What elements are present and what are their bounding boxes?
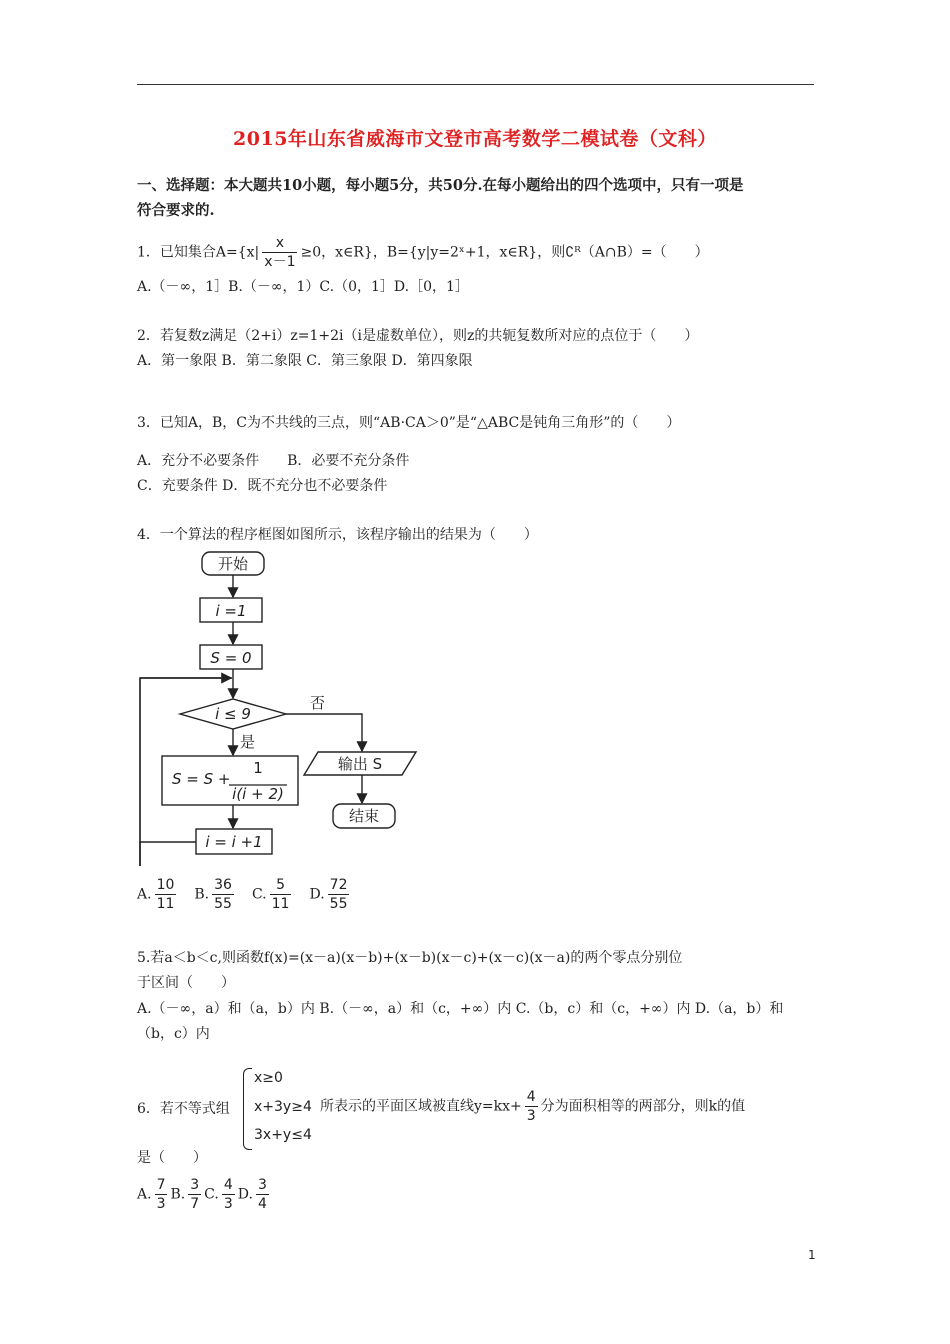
- q6-system-brace: [243, 1068, 252, 1150]
- q4-opt-c-label: C.: [251, 886, 267, 903]
- flow-init-i-label: i =1: [215, 602, 247, 620]
- q3-opt-b: B．必要不充分条件: [287, 453, 410, 469]
- q4-opt-d-label: D.: [309, 886, 325, 903]
- flow-update-i-label: i = i +1: [205, 833, 263, 851]
- question-5: 5.若a＜b＜c,则函数f(x)=(x－a)(x－b)+(x－b)(x－c)+(x－c)(x－a)的两个零点分别位: [137, 950, 683, 966]
- q4-opt-c-frac: [270, 876, 292, 913]
- page-title: 2015年山东省威海市文登市高考数学二模试卷（文科）: [233, 128, 717, 150]
- flow-no-label: 否: [310, 694, 326, 712]
- q6-fraction: [525, 1088, 538, 1125]
- q6-opt-d-label: D.: [237, 1186, 253, 1203]
- q6-opt-c-label: C.: [204, 1186, 219, 1203]
- q6-opt-a-num: 7: [156, 1177, 166, 1193]
- q2-options: A．第一象限 B．第二象限 C．第三象限 D．第四象限: [137, 353, 473, 369]
- q4-opt-d-den: 55: [329, 896, 348, 912]
- q6-opt-a-den: 3: [156, 1196, 166, 1212]
- question-3: 3．已知A，B，C为不共线的三点，则“AB·CA＞0”是“△ABC是钝角三角形”的（ ）: [137, 415, 681, 431]
- q6-opt-d-num: 3: [257, 1177, 267, 1193]
- question-6: [320, 1088, 745, 1132]
- q4-options: [137, 876, 352, 920]
- flow-update-s-left: S = S +: [172, 770, 231, 788]
- q4-opt-d-num: 72: [329, 877, 348, 893]
- q4-opt-b-label: B.: [194, 886, 210, 903]
- q1-fraction: [262, 234, 297, 271]
- q6-post: 分为面积相等的两部分，则k的值: [540, 1098, 746, 1115]
- section-heading-cont: 符合要求的.: [137, 202, 215, 219]
- q1-pre: 1．已知集合A={x|: [137, 244, 260, 261]
- q4-opt-b-den: 55: [214, 896, 232, 912]
- flow-update-s-den: i(i + 2): [232, 785, 284, 803]
- q6-options: [137, 1176, 272, 1220]
- flow-output-label: 输出 S: [337, 755, 383, 773]
- q4-opt-a-frac: [155, 876, 177, 913]
- q6-sys-2: x+3y≥4: [254, 1099, 312, 1115]
- q6-opt-d-frac: [256, 1176, 269, 1213]
- flow-condition-label: i ≤ 9: [215, 705, 251, 723]
- q6-opt-b-label: B.: [170, 1186, 186, 1203]
- flow-start-label: 开始: [217, 555, 249, 573]
- q4-opt-c-num: 5: [270, 876, 292, 895]
- q3-options-ab: [137, 451, 409, 471]
- page-number: 1: [808, 1248, 816, 1262]
- q4-opt-b-num: 36: [214, 877, 232, 893]
- q6-opt-b-frac: [188, 1176, 201, 1213]
- flow-end-label: 结束: [348, 807, 380, 825]
- question-1: [137, 234, 709, 271]
- q6-mid: 所表示的平面区域被直线y=kx+: [320, 1098, 522, 1115]
- q6-sys-1: x≥0: [254, 1070, 283, 1086]
- flow-yes-label: 是: [240, 733, 256, 751]
- q6-frac-den: 3: [526, 1108, 536, 1124]
- q6-opt-c-frac: [222, 1176, 235, 1213]
- q5-options: A.（－∞，a）和（a，b）内 B.（－∞，a）和（c，+∞）内 C.（b，c）和（c，+∞）内 D.（a，b）和: [137, 1001, 784, 1017]
- q4-opt-c-den: 11: [271, 896, 290, 912]
- q3-options-cd: C．充要条件 D．既不充分也不必要条件: [137, 478, 388, 494]
- q6-opt-d-den: 4: [257, 1196, 267, 1212]
- q6-sys-3: 3x+y≤4: [254, 1127, 312, 1143]
- q1-options: A.（－∞，1］B.（－∞，1）C.（0，1］D.［0，1］: [137, 279, 469, 295]
- question-5-cont: 于区间（ ）: [137, 975, 235, 991]
- q4-opt-d-frac: [328, 876, 350, 913]
- q1-mid: ≥0，x∈R}，B={y|y=2ˣ+1，x∈R}，则∁ᴿ（A∩B）=（ ）: [300, 244, 709, 261]
- question-6-cont: 是（ ）: [137, 1150, 207, 1166]
- q4-opt-a-den: 11: [156, 896, 175, 912]
- q6-opt-b-num: 3: [190, 1177, 200, 1193]
- section-heading: 一、选择题：本大题共10小题，每小题5分，共50分.在每小题给出的四个选项中，只有一项是: [137, 177, 744, 194]
- q6-opt-a-label: A.: [137, 1186, 152, 1203]
- q1-frac-den: x－1: [264, 254, 296, 270]
- question-4: 4．一个算法的程序框图如图所示，该程序输出的结果为（ ）: [137, 527, 538, 543]
- q4-opt-a-label: A.: [137, 886, 152, 903]
- flow-update-s-num: 1: [253, 759, 263, 777]
- flowchart: [130, 545, 430, 880]
- question-6-pre: 6．若不等式组: [137, 1101, 230, 1117]
- q6-opt-a-frac: [155, 1176, 168, 1213]
- header-rule: [137, 84, 814, 85]
- q6-frac-num: 4: [526, 1089, 536, 1105]
- q4-opt-a-num: 10: [156, 877, 175, 893]
- q6-opt-c-den: 3: [223, 1196, 233, 1212]
- q4-opt-b-frac: [212, 876, 234, 913]
- flow-init-s-label: S = 0: [210, 649, 252, 667]
- q1-frac-num: x: [262, 234, 297, 253]
- q3-opt-a: A．充分不必要条件: [137, 453, 260, 469]
- q6-opt-b-den: 7: [190, 1196, 200, 1212]
- q5-options-cont: （b，c）内: [137, 1026, 210, 1042]
- question-2: 2．若复数z满足（2+i）z=1+2i（i是虚数单位），则z的共轭复数所对应的点位于（ ）: [137, 328, 699, 344]
- q6-opt-c-num: 4: [223, 1177, 233, 1193]
